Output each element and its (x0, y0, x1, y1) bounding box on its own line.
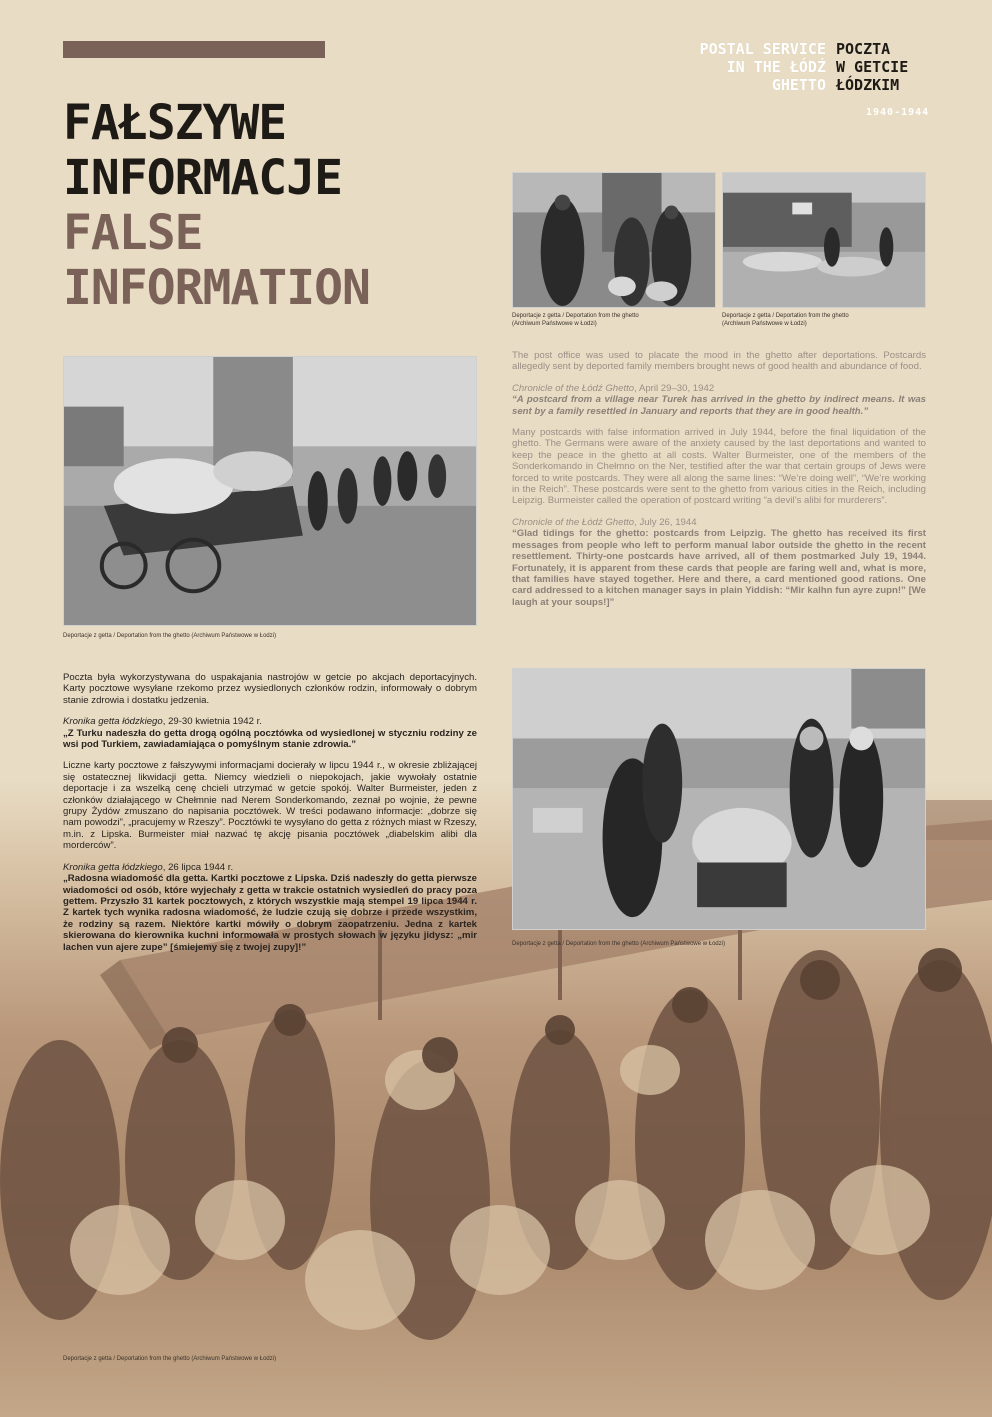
photo-caption: Deportacje z getta / Deportation from the ghetto (Archiwum Państwowe w Łodzi) (63, 1356, 277, 1362)
english-body: Many postcards with false information arrived in July 1944, before the final liquidation of the ghetto. The Germans were aware of the anxiety caused by the last deportations and wanted to keep the peace in the ghetto at all costs. Walter Burmeister, one of the members of the Sonderkomando in Chełmno on the Ner, testified after the war that certain groups of Jews were forced to write postcards. They were all along the same lines: “We’re doing well”, “We’re working in the Reich”. These postcards were sent to the ghetto from various cities in the Reich, including Leipzig. Burmeister called the operation of postcard writing “a devil’s alibi for murderers”. (512, 427, 926, 507)
caption-line: Deportacje z getta / Deportation from the ghetto (512, 313, 639, 319)
english-quote-1: “A postcard from a village near Turek has arrived in the ghetto by indirect means. It was sent by a family resettled in January and reports that they are in good health.” (512, 394, 926, 417)
english-source-2 (512, 517, 926, 528)
source-title: Kronika getta łódzkiego (63, 861, 163, 873)
series-title-en-line: IN THE ŁÓDŹ (726, 58, 826, 76)
source-date: , April 29–30, 1942 (634, 382, 715, 394)
series-title-pl (836, 40, 908, 94)
caption-line: (Archiwum Państwowe w Łodzi) (512, 321, 597, 327)
series-title-en-line: GHETTO (771, 76, 826, 94)
source-date: , 29-30 kwietnia 1942 r. (162, 716, 262, 728)
caption-line: (Archiwum Państwowe w Łodzi) (722, 321, 807, 327)
photo-caption (512, 312, 639, 328)
english-text-column (512, 350, 926, 618)
source-title: Chronicle of the Łódź Ghetto (512, 516, 635, 528)
photo-deportation-1 (512, 172, 716, 308)
photo-deportation-large (63, 356, 477, 626)
series-title-pl-line: POCZTA (836, 40, 891, 58)
polish-body: Liczne karty pocztowe z fałszywymi informacjami docierały w lipcu 1944 r., w okresie zbliżającej się ostatecznej likwidacji getta. Niemcy wiedzieli o niepokojach, jakie wywołały ostatnie deportacje i za wszelką cenę chcieli utrzymać w getcie spokój. Walter Burmeister, jeden z członków działającego w Chełmnie nad Nerem Sonderkomando, zeznał po wojnie, że pewne grupy Żydów zmuszano do napisania pocztówek. W treści podawano informacje: „dobrze się nam powodzi”, „pracujemy w Rzeszy”. Pocztówki te wysyłano do getta z różnych miast w Rzeszy, m.in. z Lipska. Burmeister miał nazwać tę akcję pisania pocztówek „diabelskim alibi dla morderców”. (63, 760, 477, 852)
source-date: , 26 lipca 1944 r. (162, 861, 234, 873)
series-title-pl-line: W GETCIE (836, 58, 909, 76)
photo-caption: Deportacje z getta / Deportation from the ghetto (Archiwum Państwowe w Łodzi) (512, 941, 726, 947)
series-years: 1940-1944 (866, 107, 930, 118)
polish-source-2 (63, 862, 477, 873)
series-title-en (700, 40, 826, 94)
title-pl-line2: INFORMACJE (63, 150, 342, 206)
source-date: , July 26, 1944 (634, 516, 697, 528)
page-title (63, 96, 370, 316)
series-title-pl-line: ŁÓDZKIM (836, 76, 900, 94)
english-source-1 (512, 383, 926, 394)
english-intro: The post office was used to placate the mood in the ghetto after deportations. Postcards allegedly sent by deported family members brought news of good health and abundance of food. (512, 350, 926, 373)
polish-intro: Poczta była wykorzystywana do uspakajania nastrojów w getcie po akcjach deportacyjnych. Karty pocztowe wysyłane rzekomo przez wysiedlonych członków rodzin, informowały o dobrym stanie zdrowia i dostatku jedzenia. (63, 672, 477, 706)
title-pl-line1: FAŁSZYWE (63, 95, 287, 151)
polish-quote-1: „Z Turku nadeszła do getta drogą ogólną pocztówka od wysiedlonej w styczniu rodziny ze wsi pod Turkiem, zawiadamiająca o pomyślnym stanie zdrowia.” (63, 727, 477, 751)
source-title: Kronika getta łódzkiego (63, 716, 163, 728)
photo-deportation-2 (722, 172, 926, 308)
polish-text-column (63, 672, 477, 963)
title-en-line1: FALSE (63, 205, 203, 261)
title-en-line2: INFORMATION (63, 260, 370, 316)
top-accent-bar (63, 41, 325, 58)
series-title-en-line: POSTAL SERVICE (699, 40, 826, 58)
caption-line: Deportacje z getta / Deportation from the ghetto (722, 313, 849, 319)
photo-deportation-right (512, 668, 926, 930)
polish-source-1 (63, 716, 477, 727)
source-title: Chronicle of the Łódź Ghetto (512, 382, 635, 394)
english-quote-2: “Glad tidings for the ghetto: postcards from Leipzig. The ghetto has received its first messages from people who left to perform manual labor outside the ghetto in the recent resettlement. Thirty-one postcards have arrived, all of them postmarked July 19, 1944. Fortunately, it is apparent from these cards that people are faring well and, what is more, that families have stayed together. Here and there, a card mentioned good rations. One card addressed to a kitchen manager says in plain Yiddish: “Mir kalhn fun ayre zupn!” [We laugh at your soups!]” (512, 528, 926, 608)
photo-caption: Deportacje z getta / Deportation from the ghetto (Archiwum Państwowe w Łodzi) (63, 633, 277, 639)
photo-caption (722, 312, 849, 328)
polish-quote-2: „Radosna wiadomość dla getta. Kartki pocztowe z Lipska. Dziś nadeszły do getta pierwsze wiadomości od osób, które wyjechały z getta w trakcie ostatnich wysiedleń do pracy poza gettem. Przyszło 31 kartek pocztowych, z których wszystkie mają stempel 19 lipca 1944 r. Z kartek tych wynika radosna wiadomość, że ludzie czują się dobrze i przede wszystkim, że rodziny są razem. Niektóre kartki mówiły o dobrym zaopatrzeniu. Jedna z kartek skierowana do kierownika kuchni informowała w prostych słowach w języku jidysz: „mir lachen vun ajere zupe” [śmiejemy się z twojej zupy]!” (63, 873, 477, 953)
